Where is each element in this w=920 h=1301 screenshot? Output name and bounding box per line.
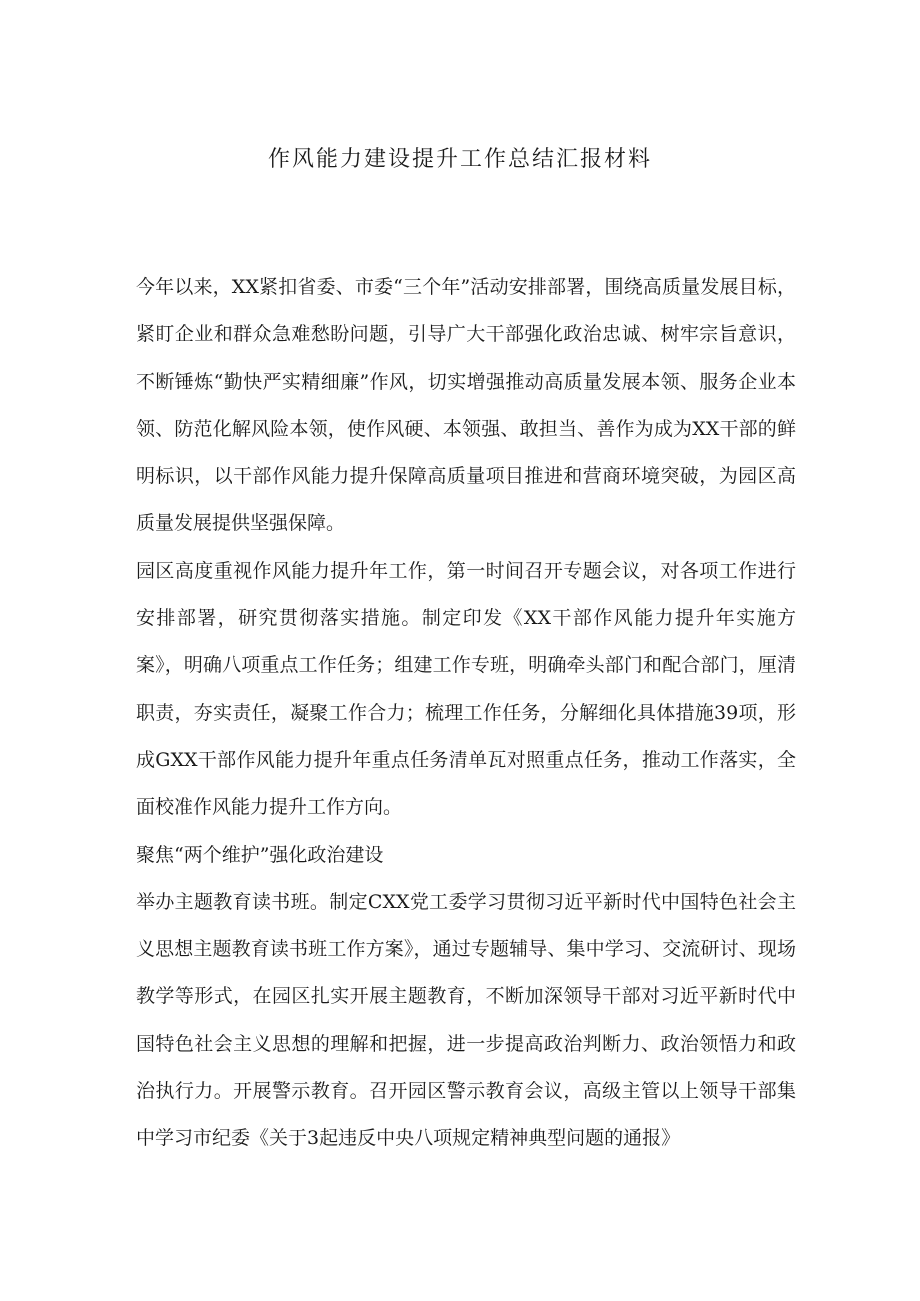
- paragraph-education: 举办主题教育读书班。制定CXX党工委学习贯彻习近平新时代中国特色社会主义思想主题教育读书班工作方案》，通过专题辅导、集中学习、交流研讨、现场教学等形式，在园区扎实开展主题教育，不断加深领导干部对习近平新时代中国特色社会主义思想的理解和把握，进一步提高政治判断力、政治领悟力和政治执行力。开展警示教育。召开园区警示教育会议，高级主管以上领导干部集中学习市纪委《关于3起违反中央八项规定精神典型问题的通报》: [136, 890, 796, 1150]
- document-body: [136, 264, 796, 1163]
- paragraph-intro: 今年以来，XX紧扣省委、市委“三个年”活动安排部署，围绕高质量发展目标，紧盯企业和群众急难愁盼问题，引导广大干部强化政治忠诚、树牢宗旨意识，不断锤炼“勤快严实精细廉”作风，切实增强推动高质量发展本领、服务企业本领、防范化解风险本领，使作风硬、本领强、敢担当、善作为成为XX干部的鲜明标识，以干部作风能力提升保障高质量项目推进和营商环境突破，为园区高质量发展提供坚强保障。: [136, 276, 796, 535]
- section-heading-political: 聚焦“两个维护”强化政治建设: [136, 843, 384, 866]
- paragraph-arrangement: 园区高度重视作风能力提升年工作，第一时间召开专题会议，对各项工作进行安排部署，研究贯彻落实措施。制定印发《XX干部作风能力提升年实施方案》，明确八项重点工作任务；组建工作专班，明确牵头部门和配合部门，厘清职责，夯实责任，凝聚工作合力；梳理工作任务，分解细化具体措施39项，形成GXX干部作风能力提升年重点任务清单瓦对照重点任务，推动工作落实，全面校准作风能力提升工作方向。: [136, 559, 796, 819]
- document-title: 作风能力建设提升工作总结汇报材料: [267, 147, 652, 172]
